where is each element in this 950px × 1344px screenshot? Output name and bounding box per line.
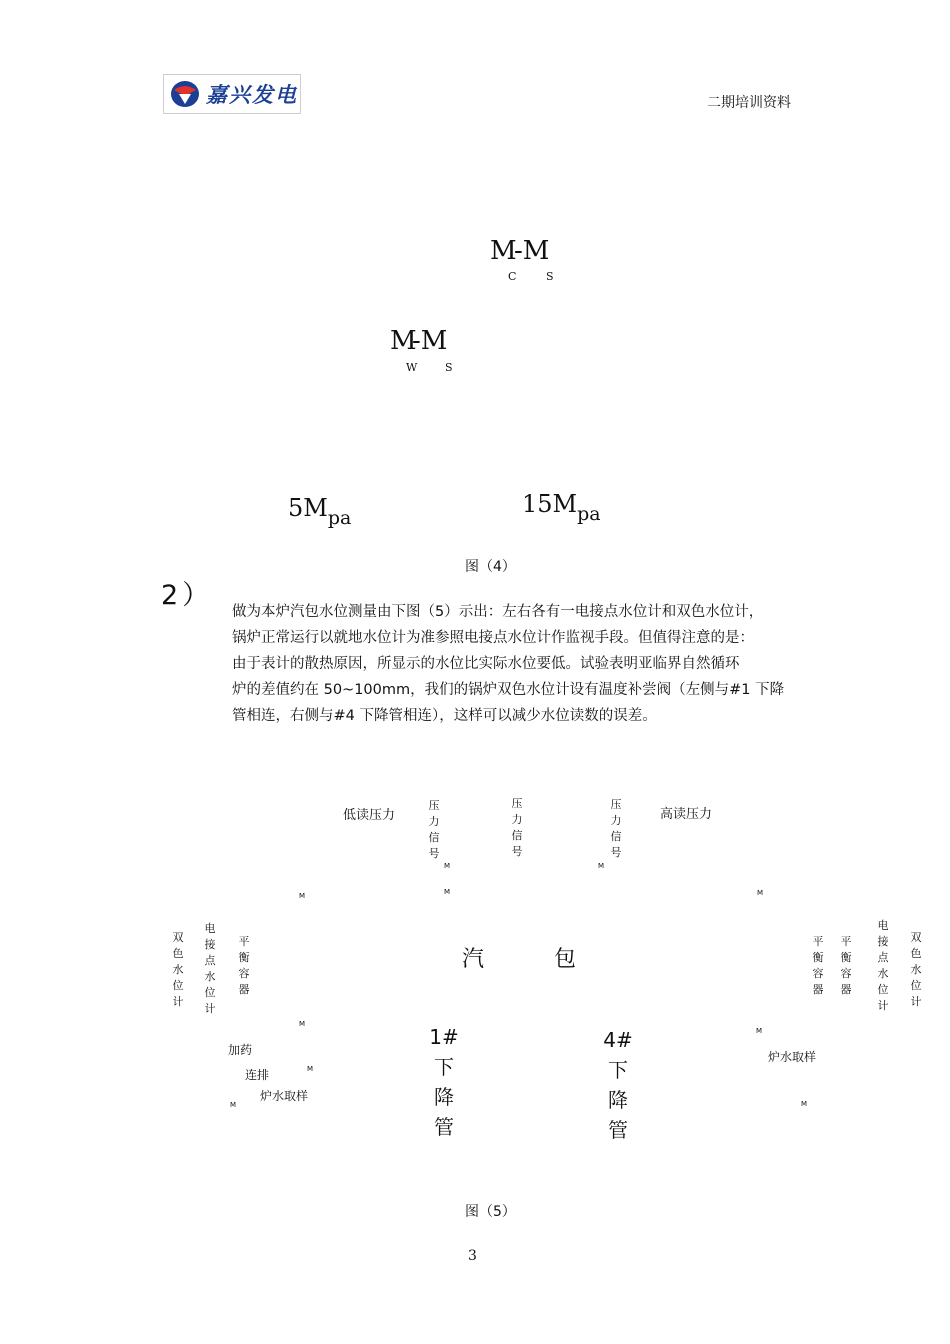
logo-text: 嘉兴发电 <box>206 83 298 107</box>
high-read-pressure-label: 高读压力 <box>660 807 713 822</box>
balance-vessel-right-2: 平衡容器 <box>840 935 852 996</box>
m-mark: M <box>756 1027 763 1035</box>
logo-emblem-icon <box>170 80 200 108</box>
formula-den-m2: -M <box>412 326 448 356</box>
formula-den-sub-w: W <box>406 361 418 374</box>
paragraph-line: 锅炉正常运行以就地水位计为准参照电接点水位计作监视手段。但值得注意的是： <box>232 630 754 646</box>
dual-color-gauge-left: 双色水位计 <box>172 931 184 1008</box>
pressure-low-unit: pa <box>327 507 352 529</box>
paragraph-line: 管相连，右侧与#4 下降管相连），这样可以减少水位读数的误差。 <box>232 708 657 724</box>
formula-num-m2: -M <box>514 236 550 266</box>
formula-num-sub-s: S <box>546 270 554 283</box>
figure-4-caption: 图（4） <box>465 559 516 575</box>
pressure-low <box>288 494 351 529</box>
m-mark: M <box>299 892 306 900</box>
m-mark: M <box>598 862 605 870</box>
m-mark: M <box>307 1065 314 1073</box>
m-mark: M <box>444 888 451 896</box>
formula-den-sub-s: S <box>445 361 453 374</box>
pressure-low-value: 5M <box>288 494 328 522</box>
section-number: 2） <box>161 580 214 611</box>
boiler-water-sampling-left: 炉水取样 <box>260 1089 309 1103</box>
dosing-label: 加药 <box>228 1043 253 1057</box>
electric-contact-gauge-left: 电接点水位计 <box>204 922 216 1015</box>
electric-contact-gauge-right: 电接点水位计 <box>877 919 889 1012</box>
pressure-high-unit: pa <box>577 503 601 525</box>
low-read-pressure-label: 低读压力 <box>343 808 396 823</box>
formula-numerator <box>490 236 570 283</box>
pressure-signal-label-3: 压力信号 <box>610 798 622 859</box>
figure-5-caption: 图（5） <box>465 1204 516 1220</box>
m-mark: M <box>230 1101 237 1109</box>
formula-den-m1: M <box>390 326 417 356</box>
balance-vessel-right-1: 平衡容器 <box>812 935 824 996</box>
pressure-signal-label-2: 压力信号 <box>511 797 523 858</box>
formula-num-m1: M <box>490 236 517 266</box>
continuous-blowdown-label: 连排 <box>245 1068 270 1082</box>
dual-color-gauge-right: 双色水位计 <box>910 931 922 1008</box>
company-logo <box>163 74 301 114</box>
formula-denominator <box>390 326 470 374</box>
paragraph-line: 做为本炉汽包水位测量由下图（5）示出：左右各有一电接点水位计和双色水位计， <box>232 604 764 620</box>
m-mark: M <box>757 889 764 897</box>
m-mark: M <box>299 1020 306 1028</box>
header-title: 二期培训资料 <box>707 95 791 111</box>
balance-vessel-left: 平衡容器 <box>238 935 250 996</box>
boiler-water-sampling-right: 炉水取样 <box>768 1050 817 1064</box>
drum-label: 汽包 <box>462 947 647 972</box>
m-mark: M <box>801 1100 808 1108</box>
m-mark: M <box>444 862 451 870</box>
page-number: 3 <box>468 1248 477 1264</box>
downcomer-4-label: 4#下降管 <box>603 1028 633 1142</box>
pressure-high <box>522 490 601 525</box>
paragraph-line: 炉的差值约在 50~100mm，我们的锅炉双色水位计设有温度补尝阀（左侧与#1 下降 <box>232 682 785 698</box>
pressure-signal-label-1: 压力信号 <box>428 799 440 860</box>
paragraph-line: 由于表计的散热原因，所显示的水位比实际水位要低。试验表明亚临界自然循环 <box>232 656 740 672</box>
pressure-high-value: 15M <box>522 490 578 518</box>
formula-num-sub-c: C <box>508 270 517 283</box>
downcomer-1-label: 1#下降管 <box>429 1025 459 1139</box>
section-paragraph <box>232 599 832 729</box>
